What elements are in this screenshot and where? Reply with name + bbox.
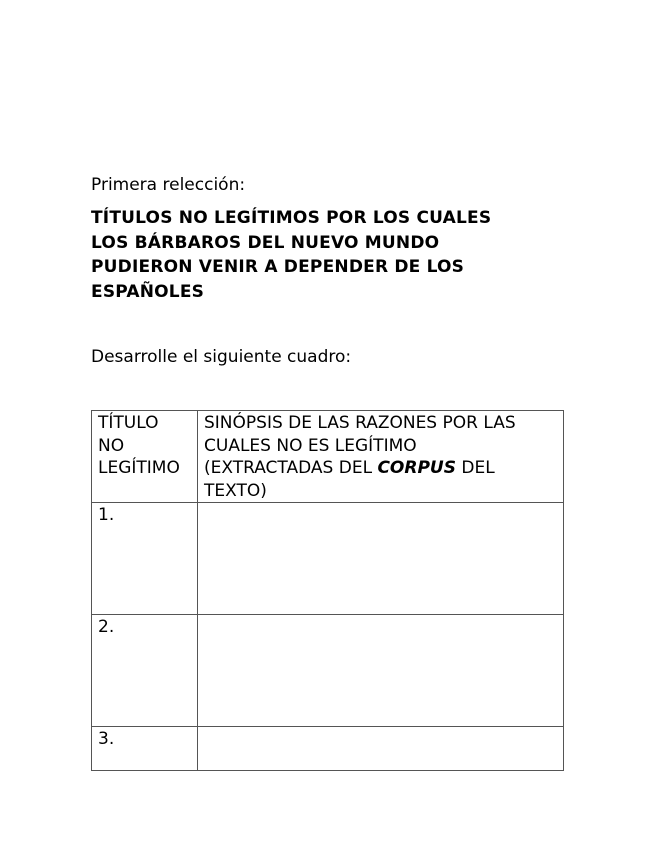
table-row bbox=[92, 615, 564, 727]
heading-line: LOS BÁRBAROS DEL NUEVO MUNDO bbox=[91, 232, 440, 253]
table-header-row bbox=[92, 411, 564, 503]
row-number: 2. bbox=[92, 615, 198, 727]
row-number: 1. bbox=[92, 503, 198, 615]
header-titulo bbox=[92, 411, 198, 503]
header-line: LEGÍTIMO bbox=[98, 458, 180, 478]
instruction-text: Desarrolle el siguiente cuadro: bbox=[91, 347, 352, 367]
row-content-cell[interactable] bbox=[198, 503, 564, 615]
header-line: TÍTULO bbox=[98, 413, 159, 433]
document-body bbox=[91, 174, 566, 368]
heading-line: TÍTULOS NO LEGÍTIMOS POR LOS CUALES bbox=[91, 208, 492, 228]
row-content-cell[interactable] bbox=[198, 615, 564, 727]
header-line: (EXTRACTADAS DEL bbox=[204, 458, 378, 478]
subtitle: Primera relección: bbox=[91, 175, 246, 195]
header-sinopsis bbox=[198, 411, 564, 503]
analysis-table bbox=[91, 410, 564, 771]
header-line: TEXTO) bbox=[204, 480, 267, 501]
table-row bbox=[92, 503, 564, 615]
header-line: DEL bbox=[455, 458, 495, 478]
heading-line: PUDIERON VENIR A DEPENDER DE LOS bbox=[91, 257, 465, 277]
header-line: SINÓPSIS DE LAS RAZONES POR LAS bbox=[204, 413, 516, 433]
row-number: 3. bbox=[92, 727, 198, 771]
heading-line: ESPAÑOLES bbox=[91, 281, 205, 302]
header-line: CUALES NO ES LEGÍTIMO bbox=[204, 435, 417, 456]
corpus-emphasis: CORPUS bbox=[377, 458, 456, 478]
document-heading bbox=[91, 206, 566, 304]
table-row bbox=[92, 727, 564, 771]
row-content-cell[interactable] bbox=[198, 727, 564, 771]
header-line: NO bbox=[98, 435, 125, 456]
